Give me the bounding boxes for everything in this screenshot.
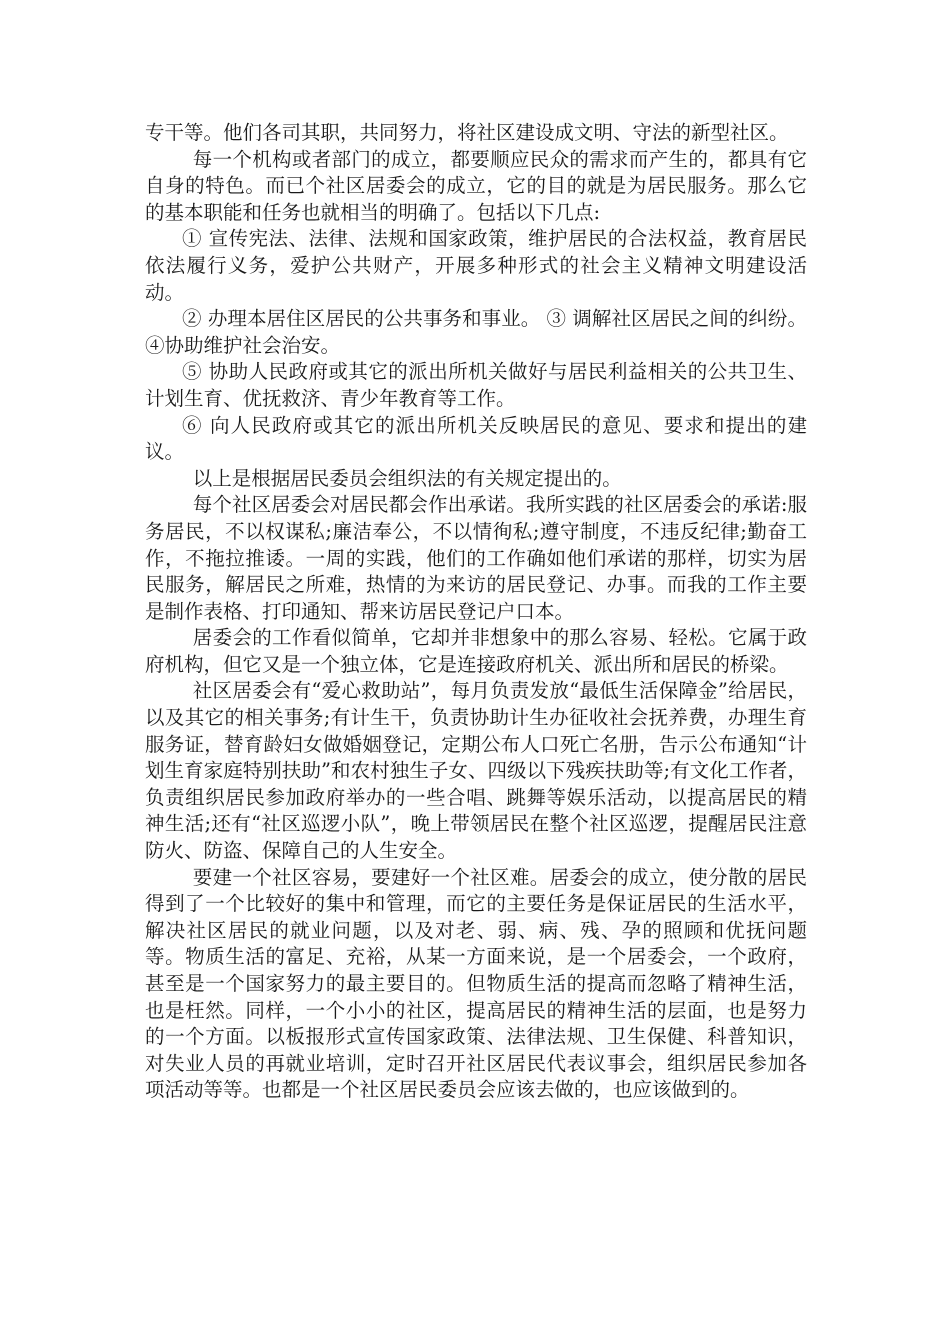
paragraph-community-services: 社区居委会有“爱心救助站”，每月负责发放“最低生活保障金”给居民，以及其它的相关事务;有计生干，负责协助计生办征收社会抚养费，办理生育服务证，替育龄妇女做婚姻登记，定期公布人口死亡名册，告示公布通知“计划生育家庭特别扶助”和农村独生子女、四级以下残疾扶助等;有文化工作者，负责组织居民参加政府举办的一些合唱、跳舞等娱乐活动，以提高居民的精神生活;还有“社区巡逻小队”，晚上带领居民在整个社区巡逻，提醒居民注意防火、防盗、保障自己的人生安全。	[145, 679, 807, 863]
paragraph-committee-functions-intro: 每一个机构或者部门的成立，都要顺应民众的需求而产生的，都具有它自身的特色。而已个社区居委会的成立，它的目的就是为居民服务。那么它的基本职能和任务也就相当的明确了。包括以下几点:	[145, 147, 807, 224]
paragraph-commitments: 每个社区居委会对居民都会作出承诺。我所实践的社区居委会的承诺:服务居民，不以权谋私;廉洁奉公，不以情徇私;遵守制度，不违反纪律;勤奋工作，不拖拉推诿。一周的实践，他们的工作确如他们承诺的那样，切实为居民服务，解居民之所难，热情的为来访的居民登记、办事。而我的工作主要是制作表格、打印通知、帮来访居民登记户口本。	[145, 493, 807, 623]
document-page	[145, 120, 807, 1104]
list-item-function-1: ① 宣传宪法、法律、法规和国家政策，维护居民的合法权益，教育居民依法履行义务，爱护公共财产，开展多种形式的社会主义精神文明建设活动。	[145, 227, 807, 304]
list-item-function-6: ⑥ 向人民政府或其它的派出所机关反映居民的意见、要求和提出的建议。	[145, 413, 807, 464]
paragraph-legal-basis: 以上是根据居民委员会组织法的有关规定提出的。	[192, 466, 622, 490]
paragraph-continuation: 专干等。他们各司其职，共同努力，将社区建设成文明、守法的新型社区。	[145, 121, 789, 144]
paragraph-committee-role: 居委会的工作看似简单，它却并非想象中的那么容易、轻松。它属于政府机构，但它又是一个独立体，它是连接政府机关、派出所和居民的桥梁。	[145, 626, 807, 676]
list-item-function-2-4: ② 办理本居住区居民的公共事务和事业。 ③ 调解社区居民之间的纠纷。 ④协助维护社会治安。	[145, 307, 807, 357]
list-item-function-5: ⑤ 协助人民政府或其它的派出所机关做好与居民利益相关的公共卫生、计划生育、优抚救济、青少年教育等工作。	[145, 360, 807, 410]
paragraph-community-building: 要建一个社区容易，要建好一个社区难。居委会的成立，使分散的居民得到了一个比较好的集中和管理，而它的主要任务是保证居民的生活水平，解决社区居民的就业问题，以及对老、弱、病、残、孕的照顾和优抚问题等。物质生活的富足、充裕，从某一方面来说，是一个居委会，一个政府，甚至是一个国家努力的最主要目的。但物质生活的提高而忽略了精神生活，也是枉然。同样，一个小小的社区，提高居民的精神生活的层面，也是努力的一个方面。以板报形式宣传国家政策、法律法规、卫生保健、科普知识，对失业人员的再就业培训，定时召开社区居民代表议事会，组织居民参加各项活动等等。也都是一个社区居民委员会应该去做的，也应该做到的。	[145, 865, 807, 1102]
